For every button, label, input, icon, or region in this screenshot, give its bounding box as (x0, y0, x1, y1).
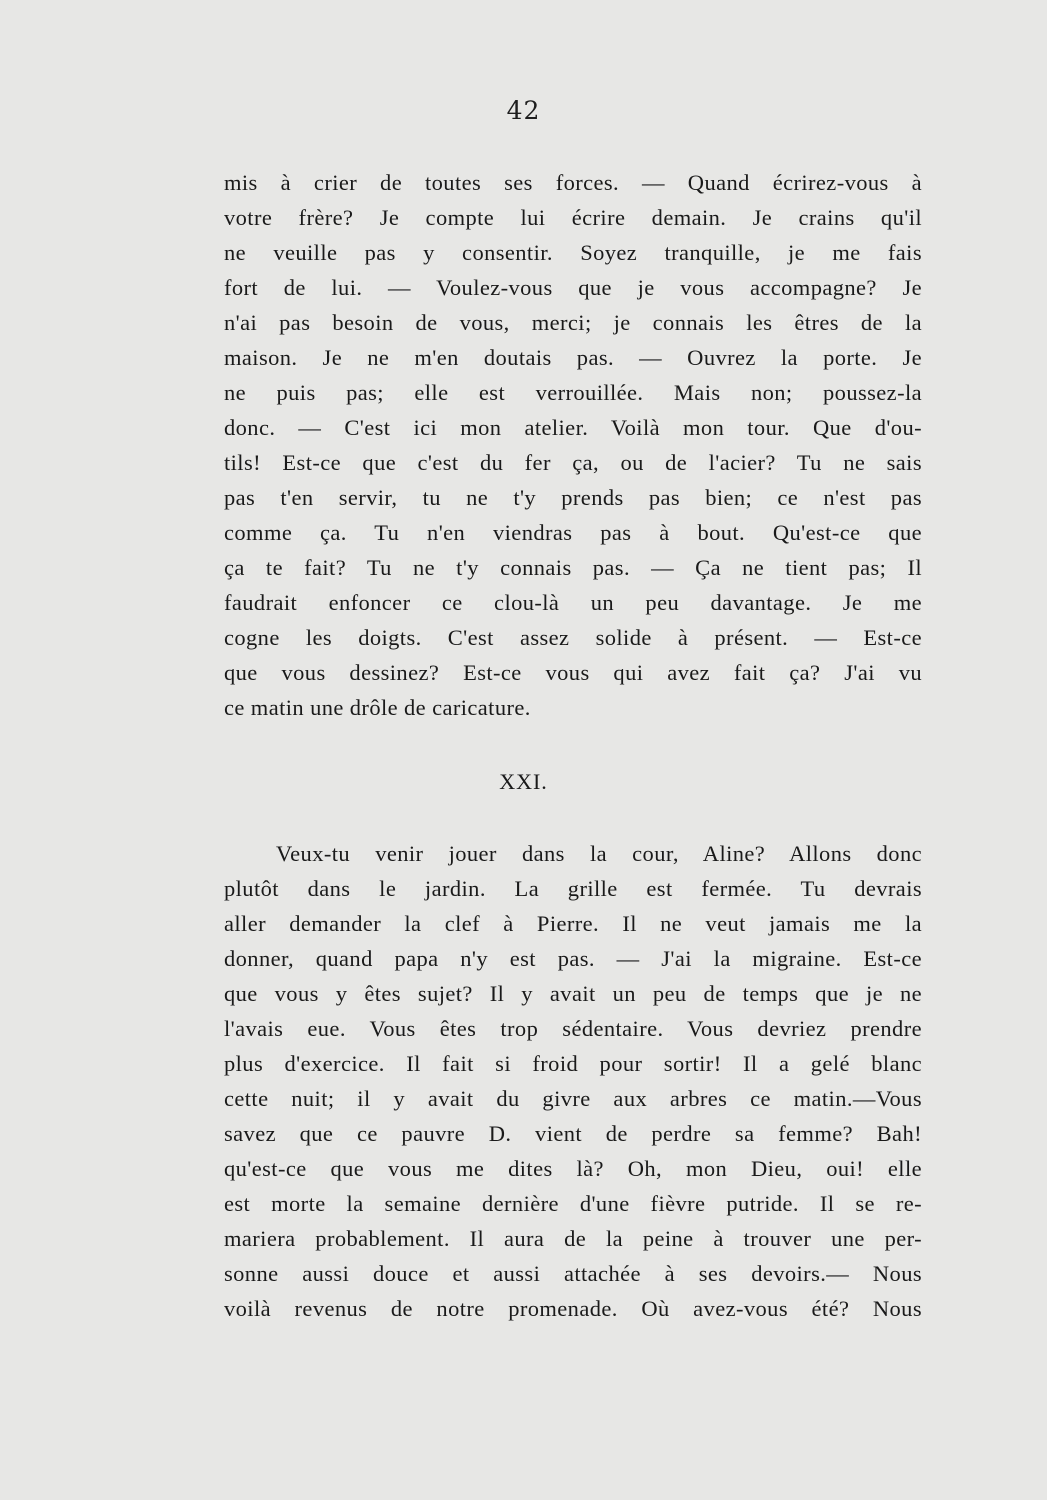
text-line: l'avais eue. Vous êtes trop sédentaire. Vous devriez prendre (224, 1016, 922, 1041)
text-line: fort de lui. — Voulez-vous que je vous accompagne? Je (224, 275, 922, 300)
text-line: cogne les doigts. C'est assez solide à présent. — Est-ce (224, 625, 922, 650)
text-line: aller demander la clef à Pierre. Il ne veut jamais me la (224, 911, 922, 936)
text-line: faudrait enfoncer ce clou-là un peu davantage. Je me (224, 590, 922, 615)
text-line: voilà revenus de notre promenade. Où avez-vous été? Nous (224, 1296, 922, 1321)
text-line: que vous dessinez? Est-ce vous qui avez fait ça? J'ai vu (224, 660, 922, 685)
text-line: mis à crier de toutes ses forces. — Quand écrirez-vous à (224, 170, 922, 195)
paragraph-block-chapter (224, 836, 922, 1326)
text-line: plus d'exercice. Il fait si froid pour sortir! Il a gelé blanc (224, 1051, 922, 1076)
text-line: donc. — C'est ici mon atelier. Voilà mon tour. Que d'ou- (224, 415, 922, 440)
text-line: savez que ce pauvre D. vient de perdre sa femme? Bah! (224, 1121, 922, 1146)
text-line: cette nuit; il y avait du givre aux arbres ce matin.—Vous (224, 1086, 922, 1111)
text-line: votre frère? Je compte lui écrire demain. Je crains qu'il (224, 205, 922, 230)
text-line: ça te fait? Tu ne t'y connais pas. — Ça ne tient pas; Il (224, 555, 922, 580)
text-line: Veux-tu venir jouer dans la cour, Aline? Allons donc (276, 841, 922, 866)
text-line: ne puis pas; elle est verrouillée. Mais non; poussez-la (224, 380, 922, 405)
page-number: 42 (506, 96, 541, 125)
text-line: plutôt dans le jardin. La grille est fermée. Tu devrais (224, 876, 922, 901)
chapter-heading: XXI. (499, 769, 548, 794)
text-line: tils! Est-ce que c'est du fer ça, ou de l'acier? Tu ne sais (224, 450, 922, 475)
text-line: ce matin une drôle de caricature. (224, 695, 531, 720)
text-line: mariera probablement. Il aura de la peine à trouver une per- (224, 1226, 922, 1251)
text-line: ne veuille pas y consentir. Soyez tranquille, je me fais (224, 240, 922, 265)
paragraph-block-continued (224, 165, 922, 725)
text-line: donner, quand papa n'y est pas. — J'ai la migraine. Est-ce (224, 946, 922, 971)
text-line: n'ai pas besoin de vous, merci; je connais les êtres de la (224, 310, 922, 335)
text-line: pas t'en servir, tu ne t'y prends pas bien; ce n'est pas (224, 485, 922, 510)
text-line: qu'est-ce que vous me dites là? Oh, mon Dieu, oui! elle (224, 1156, 922, 1181)
text-line: maison. Je ne m'en doutais pas. — Ouvrez la porte. Je (224, 345, 922, 370)
text-line: est morte la semaine dernière d'une fièvre putride. Il se re- (224, 1191, 922, 1216)
text-line: comme ça. Tu n'en viendras pas à bout. Qu'est-ce que (224, 520, 922, 545)
text-line: sonne aussi douce et aussi attachée à ses devoirs.— Nous (224, 1261, 922, 1286)
text-line: que vous y êtes sujet? Il y avait un peu de temps que je ne (224, 981, 922, 1006)
